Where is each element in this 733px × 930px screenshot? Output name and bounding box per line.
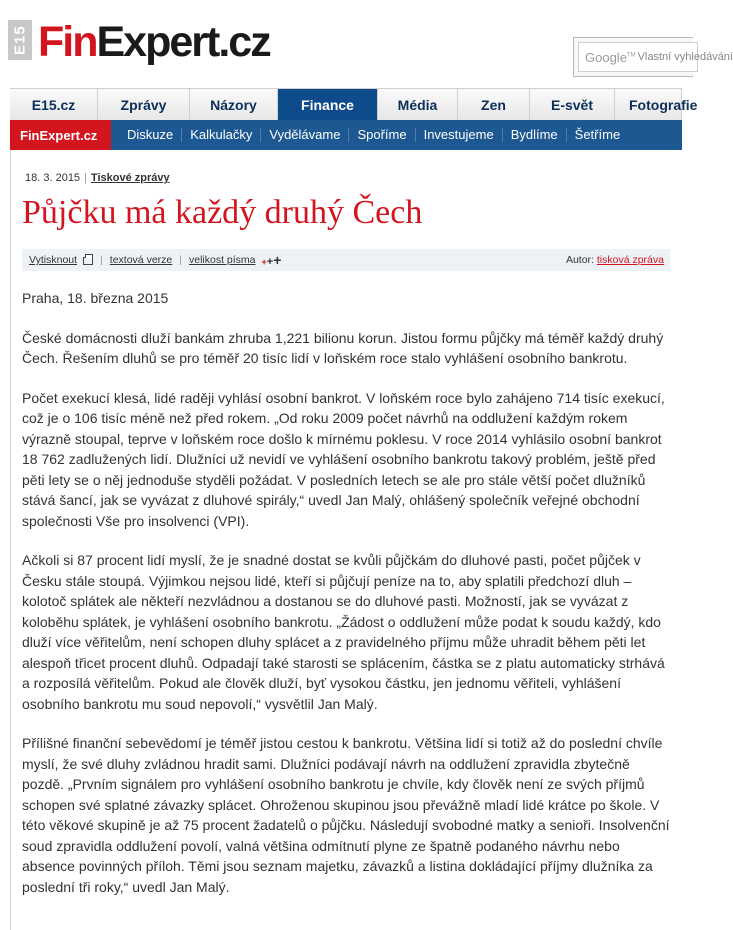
google-brand	[585, 50, 636, 65]
subnav-item-bydlime[interactable]: Bydlíme	[503, 128, 567, 142]
subnav-item-diskuze[interactable]: Diskuze	[119, 128, 182, 142]
article-category-link[interactable]: Tiskové zprávy	[90, 172, 170, 184]
google-brand-text: Google	[585, 49, 627, 65]
article-author	[566, 254, 664, 266]
font-increase-icon[interactable]: +	[273, 252, 282, 268]
author-link[interactable]: tisková zpráva	[596, 254, 664, 266]
author-label: Autor:	[565, 254, 594, 266]
tab-esvet[interactable]: E-svět	[530, 89, 615, 121]
search-input[interactable]	[578, 42, 733, 72]
subnav-item-vydelavame[interactable]: Vydělávame	[261, 128, 349, 142]
printer-icon[interactable]	[83, 257, 93, 265]
font-decrease-icon[interactable]: +	[261, 257, 267, 267]
subnav-brand[interactable]: FinExpert.cz	[10, 120, 111, 150]
logo-cz: .cz	[218, 18, 270, 66]
e15-logo-mark: E15	[8, 20, 32, 60]
article-headline: Půjčku má každý druhý Čech	[22, 194, 423, 231]
subnav-item-sporime[interactable]: Spoříme	[349, 128, 415, 142]
search-container	[573, 37, 733, 77]
article-date: 18. 3. 2015	[25, 172, 81, 184]
print-link[interactable]: Vytisknout	[29, 254, 78, 266]
article-meta	[25, 172, 170, 184]
logo-fin: Fin	[38, 18, 97, 66]
main-navigation	[10, 88, 698, 121]
tab-zpravy[interactable]: Zprávy	[98, 89, 190, 121]
tab-finance[interactable]: Finance	[278, 89, 378, 121]
google-brand-tm: TM	[626, 52, 636, 59]
tab-zen[interactable]: Zen	[458, 89, 530, 121]
logo-expert: Expert	[96, 18, 219, 66]
text-version-link[interactable]: textová verze	[109, 254, 173, 266]
tab-e15[interactable]: E15.cz	[10, 89, 98, 121]
font-medium-icon[interactable]: +	[266, 256, 274, 268]
toolbar-separator: |	[100, 254, 103, 266]
content-border	[10, 150, 11, 930]
article-paragraph: Ačkoli si 87 procent lidí myslí, že je snadné dostat se kvůli půjčkám do dluhové pasti, počet půjček v Česku stále stoupá. Výjimkou nejsou lidé, kteří si půjčují peníze na to, aby splatili předchozí dluh – kolotoč splátek ale někteří nezvládnou a dostanou se do dluhové pasti. Možností, jak se vyvázat z koloběhu splátek, je vyhlášení osobního bankrotu. „Žádost o oddlužení může podat k soudu každý, kdo dluží více věřitelům, není schopen dluhy splácet a z pravidelného příjmu může uhradit během pěti let alespoň třicet procent dluhů. Odpadají také starosti se splácením, částka se z platu automaticky strhává a rozposílá věřitelům. Pokud ale člověk dluží, byť vysokou částku, jen jednomu věřiteli, vyhlášení osobního bankrotu mu soud nepovolí,“ vysvětlil Jan Malý.	[22, 552, 665, 712]
article-paragraph: Počet exekucí klesá, lidé raději vyhlásí osobní bankrot. V loňském roce bylo zahájeno 714 tisíc exekucí, což je o 106 tisíc méně než před rokem. „Od roku 2009 počet návrhů na oddlužení každým rokem výrazně stoupal, teprve v loňském roce došlo k mírnému poklesu. V roce 2014 vyhlásilo osobní bankrot 18 762 zadlužených lidí. Dlužníci už nevidí ve vyhlášení osobního bankrotu takový problém, ještě před pěti lety se o něj jednoduše styděli požádat. V posledních letech se ale pro stále větší počet dlužníků stává šancí, jak se vyvázat z dluhové spirály,“ uvedl Jan Malý, ohlášený společník veřejné obchodní společnosti Vše pro insolvenci (VPI).	[22, 389, 665, 529]
article-body	[22, 288, 674, 916]
tab-media[interactable]: Média	[378, 89, 458, 121]
subnav-item-kalkulacky[interactable]: Kalkulačky	[182, 128, 261, 142]
font-size-controls	[262, 252, 282, 268]
font-size-label: velikost písma	[188, 254, 256, 266]
tab-fotografie[interactable]: Fotografie	[615, 89, 682, 121]
article-paragraph: České domácnosti dluží bankám zhruba 1,221 bilionu korun. Jistou formu půjčky má téměř každý druhý Čech. Řešením dluhů se pro téměř 20 tisíc lidí v loňském roce stalo vyhlášení osobního bankrotu.	[22, 329, 664, 366]
article-toolbar	[22, 249, 670, 271]
subnav-item-setrime[interactable]: Šetříme	[574, 127, 621, 142]
search-placeholder: Vlastní vyhledávání	[637, 51, 733, 63]
subnav-item-investujeme[interactable]: Investujeme	[416, 128, 503, 142]
article-paragraph: Přílišné finanční sebevědomí je téměř jistou cestou k bankrotu. Většina lidí si totiž až do poslední chvíle myslí, že své dluhy zvládnou hradit sami. Dlužníci podávají návrh na oddlužení zpravidla zbytečně pozdě. „Prvním signálem pro vyhlášení osobního bankrotu je chvíle, kdy člověk není ze svých příjmů schopen své splatné závazky splácet. Ohroženou skupinou jsou převážně mladí lidé krátce po škole. V této věkové skupině je až 75 procent žadatelů o půjčku. Následují svobodné matky a senioři. Insolvenční soud zpravidla oddlužení povolí, valná většina odmítnutí plyne ze špatně podaného návrhu nebo absence povinných příloh. Těmi jsou seznam majetku, závazků a listina dokládající příjmy dlužníka za poslední tři roky,“ uvedl Jan Malý.	[22, 735, 670, 895]
sub-navigation	[10, 120, 682, 150]
article-dateline: Praha, 18. března 2015	[22, 290, 169, 306]
tab-nazory[interactable]: Názory	[190, 89, 278, 121]
finexpert-logo	[38, 14, 270, 70]
toolbar-separator: |	[179, 254, 182, 266]
meta-separator: |	[84, 172, 87, 184]
